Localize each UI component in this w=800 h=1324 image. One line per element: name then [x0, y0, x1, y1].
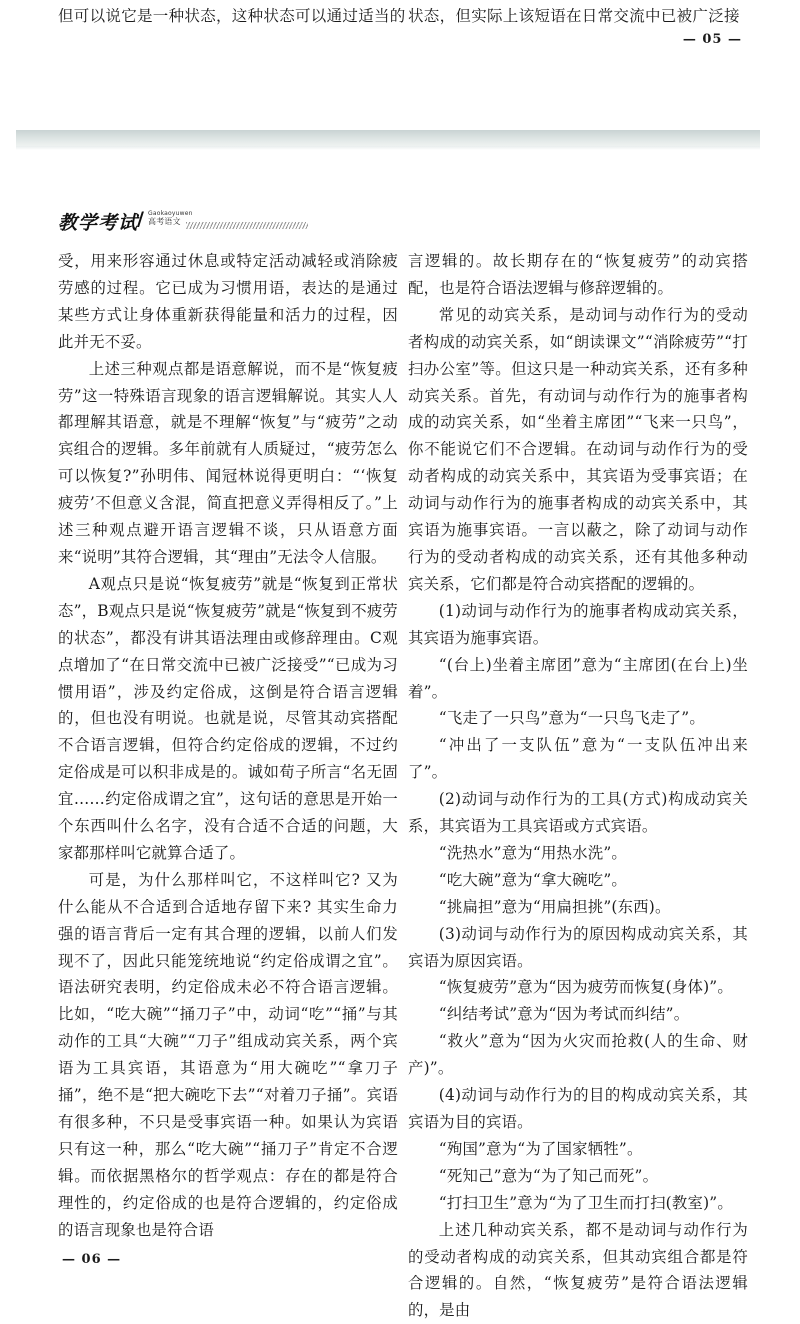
magazine-title: 教学考试 — [58, 212, 139, 234]
header-slash: / — [137, 208, 144, 230]
paragraph: “打扫卫生”意为“为了卫生而打扫(教室)”。 — [438, 1193, 733, 1212]
paragraph: A观点只是说“恢复疲劳”就是“恢复到正常状态”，B观点只是说“恢复疲劳”就是“恢复到不疲劳的状态”，都没有讲其语法理由或修辞理由。C观点增加了“在日常交流中已被广泛接受”“已成为习惯用语”，涉及约定俗成，这倒是符合语言逻辑的，但也没有明说。也就是说，尽管其动宾搭配不合语言逻辑，但符合约定俗成的逻辑，不过约定俗成是可以积非成是的。诚如荀子所言“名无固宜……约定俗成谓之宜”，这句话的意思是开始一个东西叫什么名字，没有合适不合适的问题，大家都那样叫它就算合适了。 — [58, 574, 399, 862]
paragraph: (1)动词与动作行为的施事者构成动宾关系，其宾语为施事宾语。 — [408, 601, 748, 647]
previous-page-left-line: 但可以说它是一种状态，这种状态可以通过适当的 — [58, 7, 406, 25]
paragraph: 可是，为什么那样叫它，不这样叫它? 又为什么能从不合适到合适地存留下来? 其实生命力强的语言背后一定有其合理的逻辑，以前人们发现不了，因此只能笼统地说“约定俗成谓之宜”。语法研究表明，约定俗成未必不符合语言逻辑。比如，“吃大碗”“捅刀子”中，动词“吃”“捅”与其动作的工具“大碗”“刀子”组成动宾关系，两个宾语为工具宾语，其语意为“用大碗吃”“拿刀子捅”，绝不是“把大碗吃下去”“对着刀子捅”。宾语有很多种，不只是受事宾语一种。如果认为宾语只有这一种，那么“吃大碗”“捅刀子”肯定不合逻辑。而依据黑格尔的哲学观点：存在的都是符合理性的，约定俗成的也是符合逻辑的，约定俗成的语言现象也是符合语 — [58, 870, 398, 1239]
paragraph: “纠结考试”意为“因为考试而纠结”。 — [438, 1005, 690, 1024]
paragraph: 常见的动宾关系，是动词与动作行为的受动者构成的动宾关系，如“朗读课文”“消除疲劳”“打扫办公室”等。但这只是一种动宾关系，还有多种动宾关系。首先，有动词与动作行为的施事者构成的动宾关系，如“坐着主席团”“飞来一只鸟”，你不能说它们不合逻辑。在动词与动作行为的受动者构成的动宾关系中，其宾语为受事宾语；在动词与动作行为的施事者构成的动宾关系中，其宾语为施事宾语。一言以蔽之，除了动词与动作行为的受动者构成的动宾关系，还有其他多种动宾关系，它们都是符合动宾搭配的逻辑的。 — [408, 305, 748, 593]
paragraph: “恢复疲劳”意为“因为疲劳而恢复(身体)”。 — [438, 978, 733, 997]
magazine-header — [58, 208, 458, 236]
header-hatch-decoration — [186, 222, 308, 229]
paragraph: “洗热水”意为“用热水洗”。 — [438, 843, 627, 862]
paragraph: (4)动词与动作行为的目的构成动宾关系，其宾语为目的宾语。 — [408, 1086, 748, 1131]
paragraph: “殉国”意为“为了国家牺牲”。 — [438, 1139, 643, 1158]
page-separator — [16, 130, 760, 146]
previous-page-right-line: 状态，但实际上该短语在日常交流中已被广泛接 — [408, 7, 740, 25]
previous-page-number: — 05 — — [682, 32, 742, 47]
page-separator-shadow — [16, 146, 760, 150]
paragraph: “救火”意为“因为火灾而抢救(人的生命、财产)”。 — [408, 1032, 748, 1078]
paragraph: 上述三种观点都是语意解说，而不是“恢复疲劳”这一特殊语言现象的语言逻辑解说。其实人人都理解其语意，就是不理解“恢复”与“疲劳”之动宾组合的逻辑。多年前就有人质疑过，“疲劳怎么可以恢复?”孙明伟、闻冠林说得更明白：“‘恢复疲劳’不但意义含混，简直把意义弄得相反了。”上述三种观点避开语言逻辑不谈，只从语意方面来“说明”其符合逻辑，其“理由”无法令人信服。 — [58, 359, 398, 566]
paragraph: “飞走了一只鸟”意为“一只鸟飞走了”。 — [438, 709, 705, 728]
paragraph: 受，用来形容通过休息或特定活动减轻或消除疲劳感的过程。它已成为习惯用语，表达的是通过某些方式让身体重新获得能量和活力的过程，因此并无不妥。 — [58, 252, 398, 351]
previous-page-fragment — [0, 0, 800, 60]
paragraph: “死知己”意为“为了知己而死”。 — [438, 1166, 659, 1185]
paragraph: “冲出了一支队伍”意为“一支队伍冲出来了”。 — [408, 736, 748, 782]
paragraph: “(台上)坐着主席团”意为“主席团(在台上)坐着”。 — [408, 655, 748, 701]
magazine-subtitle-pinyin: Gaokaoyuwen — [148, 210, 193, 217]
right-column — [408, 248, 748, 1324]
paragraph: “挑扁担”意为“用扁担挑”(东西)。 — [438, 897, 671, 916]
page-number: — 06 — — [62, 1252, 122, 1267]
paragraph: (3)动词与动作行为的原因构成动宾关系，其宾语为原因宾语。 — [408, 924, 748, 970]
magazine-subtitle-cn: 高考语文 — [148, 217, 181, 226]
paragraph: (2)动词与动作行为的工具(方式)构成动宾关系，其宾语为工具宾语或方式宾语。 — [408, 790, 748, 836]
paragraph: 上述几种动宾关系，都不是动词与动作行为的受动者构成的动宾关系，但其动宾组合都是符合逻辑的。自然，“恢复疲劳”是符合语法逻辑的，是由 — [408, 1220, 748, 1320]
paragraph: “吃大碗”意为“拿大碗吃”。 — [438, 870, 627, 889]
paragraph: 言逻辑的。故长期存在的“恢复疲劳”的动宾搭配，也是符合语法逻辑与修辞逻辑的。 — [408, 252, 748, 297]
left-column — [58, 248, 398, 1244]
